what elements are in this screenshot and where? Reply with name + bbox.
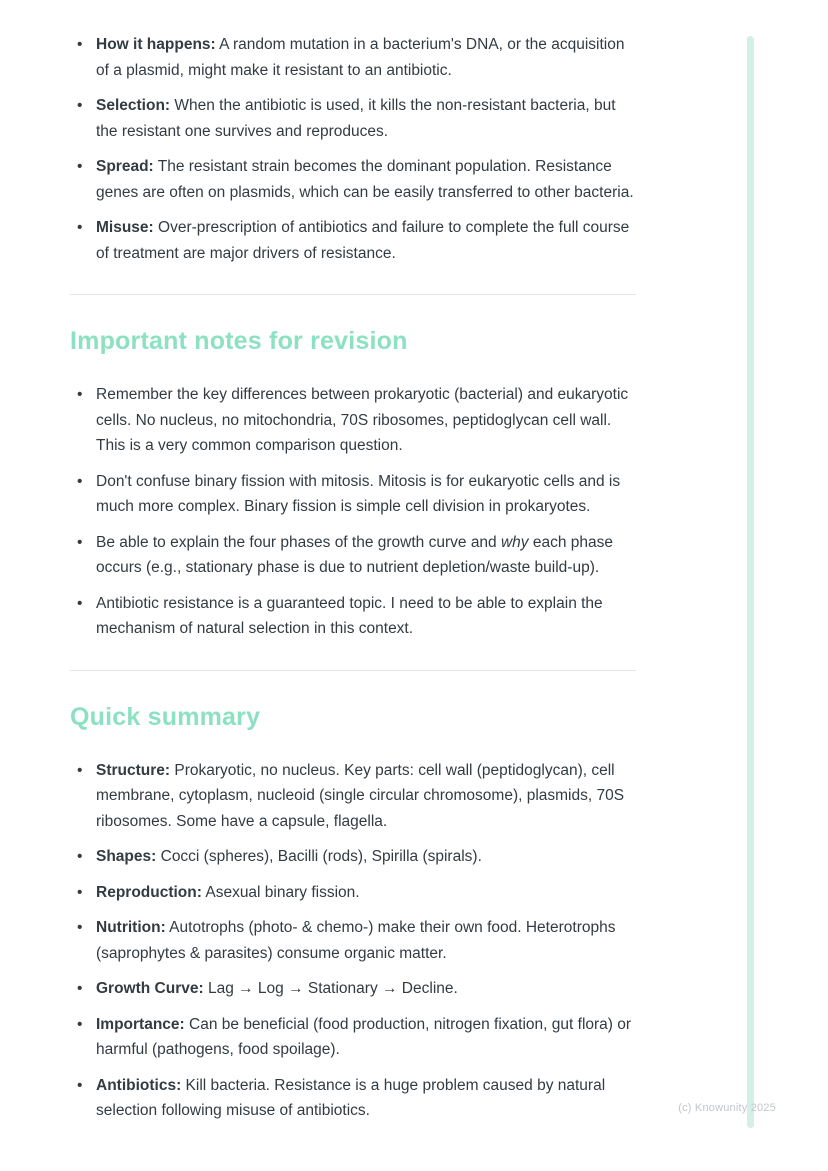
list-item [70, 469, 636, 520]
list-item [70, 844, 636, 870]
text-segment: A random mutation in a bacterium's DNA, or the acquisition of a plasmid, might make it resistant to an antibiotic. [96, 36, 625, 79]
list-item [70, 976, 636, 1002]
text-segment: Be able to explain the four phases of the growth curve and [96, 533, 501, 551]
list-item [70, 880, 636, 906]
bullet-list [70, 32, 636, 266]
list-item [70, 530, 636, 581]
list-item [70, 382, 636, 459]
text-segment: Over-prescription of antibiotics and failure to complete the full course of treatment are major drivers of resistance. [96, 219, 630, 262]
list-item [70, 1073, 636, 1124]
section-heading: Important notes for revision [70, 327, 408, 355]
text-segment: Lag → Log → Stationary → Decline. [203, 980, 458, 997]
bold-label: Nutrition: [96, 919, 166, 936]
bold-label: Spread: [96, 158, 154, 175]
text-segment: Kill bacteria. Resistance is a huge problem caused by natural selection following misuse of antibiotics. [96, 1076, 606, 1119]
bold-label: Growth Curve: [96, 980, 204, 997]
list-item [70, 1012, 636, 1063]
bullet-list [70, 758, 636, 1124]
bold-label: Structure: [96, 761, 171, 779]
text-segment: Prokaryotic, no nucleus. Key parts: cell wall (peptidoglycan), cell membrane, cytoplasm, nucleoid (single circular chromosome), plasmids, 70S ribosomes. Some have a capsule, flagella. [96, 761, 625, 830]
text-segment: When the antibiotic is used, it kills the non-resistant bacteria, but the resistant one survives and reproduces. [96, 97, 616, 140]
bold-label: Antibiotics: [96, 1076, 182, 1094]
text-segment: Autotrophs (photo- & chemo-) make their own food. Heterotrophs (saprophytes & parasites) consume organic matter. [96, 919, 616, 962]
list-item [70, 758, 636, 835]
list-item [70, 591, 636, 642]
section-divider [70, 294, 636, 295]
list-item [70, 215, 636, 266]
bold-label: Misuse: [96, 219, 154, 236]
text-segment: Don't confuse binary fission with mitosis. Mitosis is for eukaryotic cells and is much more complex. Binary fission is simple cell division in prokaryotes. [96, 472, 621, 515]
text-segment: Antibiotic resistance is a guaranteed topic. I need to be able to explain the mechanism of natural selection in this context. [96, 594, 603, 637]
bold-label: Selection: [96, 97, 171, 114]
section-divider [70, 670, 636, 671]
text-segment: each phase occurs (e.g., stationary phase is due to nutrient depletion/waste build-up). [96, 533, 614, 576]
list-item [70, 154, 636, 205]
italic-text: why [500, 533, 529, 551]
bold-label: Reproduction: [96, 883, 202, 901]
list-item [70, 32, 636, 83]
section-heading: Quick summary [70, 702, 261, 731]
list-item [70, 915, 636, 966]
list-item [70, 93, 636, 144]
text-segment: Can be beneficial (food production, nitrogen fixation, gut flora) or harmful (pathogens, food spoilage). [96, 1015, 632, 1058]
text-segment: Cocci (spheres), Bacilli (rods), Spirilla (spirals). [156, 848, 482, 865]
footer-credit: (c) Knowunity 2025 [678, 1102, 776, 1114]
text-segment: The resistant strain becomes the dominant population. Resistance genes are often on plasmids, which can be easily transferred to other bacteria. [96, 158, 634, 201]
bold-label: Shapes: [96, 848, 157, 865]
bold-label: How it happens: [96, 36, 216, 53]
text-segment: Asexual binary fission. [201, 883, 360, 901]
page-edge-bar [747, 36, 754, 1128]
bold-label: Importance: [96, 1015, 185, 1033]
text-segment: Remember the key differences between prokaryotic (bacterial) and eukaryotic cells. No nucleus, no mitochondria, 70S ribosomes, peptidoglycan cell wall. This is a very common comparison question. [96, 386, 629, 454]
bullet-list [70, 382, 636, 642]
document-content [70, 32, 636, 1134]
